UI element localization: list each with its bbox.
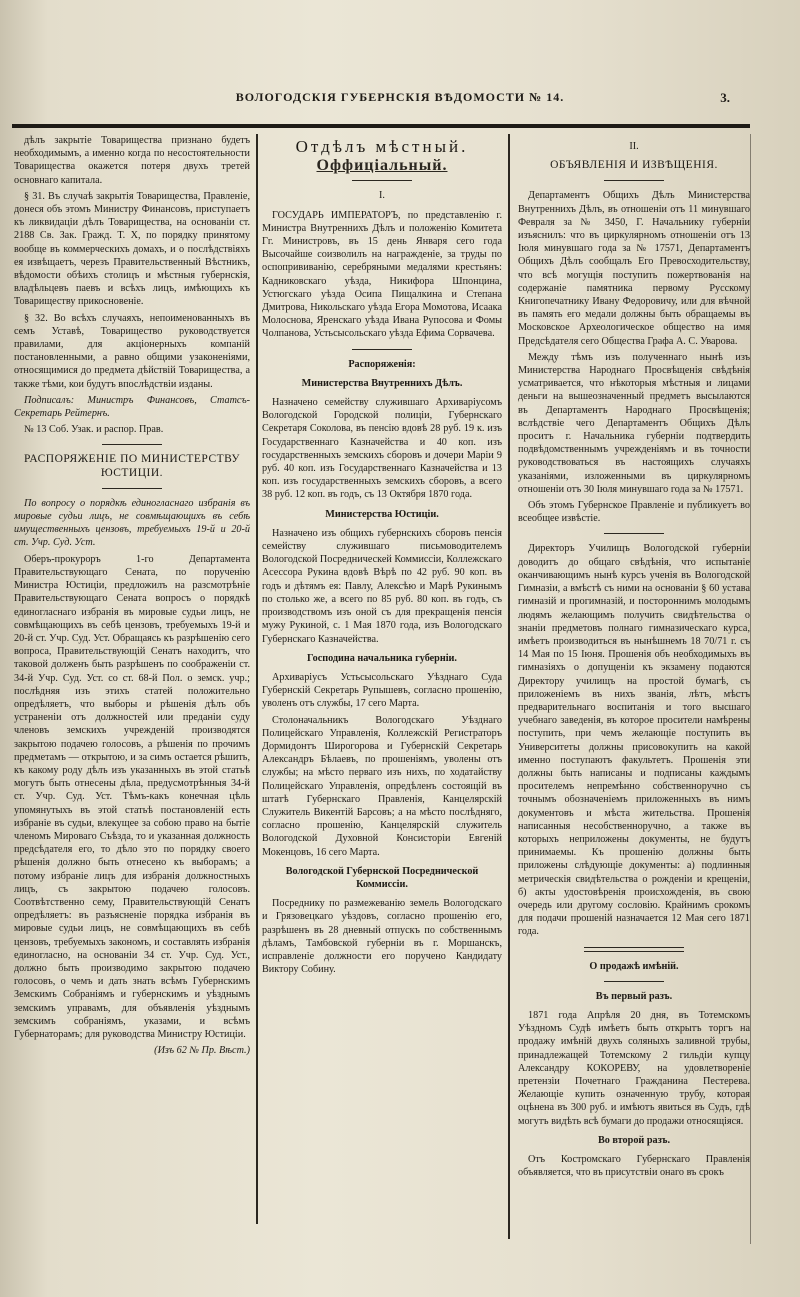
column-edge (750, 134, 751, 1244)
col2-paragraph: Столоначальникъ Вологодскаго Уѣзднаго Полицейскаго Управленія, Коллежскій Регистраторъ Дормидонтъ Широгорова и Губернскій Секретарь Александръ Бѣлаевъ, по прошеніямъ, уволены отъ службы; на мѣсто перваго изъ нихъ, по ходатайству Полицейскаго Управленія, опредѣленъ состоящій въ штатѣ Губернскаго Правленія, Канцелярскій Служитель Викентій Барсовъ; а на мѣсто послѣдняго, согласно прошенію, Канцелярскій служитель Вологодской Духовной Консисторіи Евгеній Мокенцовъ, 16 сего Марта. (262, 714, 502, 858)
column-2 (262, 134, 502, 1284)
col1-paragraph: § 32. Во всѣхъ случаяхъ, непоименованныхъ въ семъ Уставѣ, Товарищество руководствуется правилами, для акціонерныхъ компаній постановленными, а равно общими узаконеніями, относящимися до предмета дѣйствій Товарищества, а также тѣми, кои будутъ впослѣдствіи изданы. (14, 312, 250, 390)
col1-paragraph: дѣлъ закрытіе Товарищества признано будетъ необходимымъ, а именно когда по несостоятельности Товарищества окажется потеря двухъ третей основнаго капитала. (14, 135, 250, 186)
col3-subheading: О продажѣ имѣній. (589, 960, 679, 972)
section-number: I. (379, 190, 385, 202)
col2-paragraph: Посреднику по размежеванію земель Вологодскаго и Грязовецкаго уѣздовъ, согласно прошенію его, разрѣшенъ въ 28 дневный отпускъ по собственнымъ дѣламъ, Тамбовской губерніи въ г. Моршанскъ, исправленіе должности его поручено Кандидату Виктору Собину. (262, 898, 502, 976)
col1-paragraph: § 31. Въ случаѣ закрытія Товарищества, Правленіе, донеся объ этомъ Министру Финансовъ, приступаетъ къ ликвидаціи дѣлъ Товарищества, на основаніи ст. 2188 Св. Зак. Гражд. Т. X, по порядку принятому вообще въ коммерческихъ домахъ, и о послѣдствіяхъ ея извѣщаетъ, черезъ Правительственный Вѣстникъ, вѣдомости обѣихъ столицъ и мѣстныя губернскія, владѣльцевъ паевъ и всѣхъ лицъ, имѣющихъ къ Товариществу прикосновеніе. (14, 190, 250, 308)
col3-paragraph: Департаментъ Общихъ Дѣлъ Министерства Внутреннихъ Дѣлъ, въ отношеніи отъ 11 минувшаго Февраля за № 3450, Г. Начальнику губерніи изъяснилъ: что въ циркулярномъ отношеніи отъ 13 Іюля минувшаго года за № 17571, Департаментъ Общихъ Дѣлъ сообщалъ Его Превосходительству, что всѣ могущія поступить пожертвованія на содержаніе памятника первому Русскому Книгопечатнику Ивану Федоровичу, или для вѣчной въ память его медали должны быть обращаемы въ Московское Археологическое общество на имя Предсѣдателя сего Общества Графа А. С. Уварова. (518, 190, 750, 347)
section-rule (352, 180, 412, 181)
section-rule (604, 533, 664, 534)
column-divider-1 (256, 134, 258, 1224)
section-subtitle: Оффиціальный. (316, 157, 448, 175)
col2-paragraph: ГОСУДАРЬ ИМПЕРАТОРЪ, по представленію г. Министра Внутреннихъ Дѣлъ и положенію Комитета Гг. Министровъ, въ 15 день Января сего года Высочайше соизволилъ на награжденіе, за труды по оспопрививанію, серебряными медалями крестьянъ: Кадниковскаго уѣзда, Никифора Шпонцина, Устюгскаго уѣзда Осипа Пищалкина и Степана Дмитрова, Никольскаго уѣзда Егора Момотова, Исаака Молоснова, Яренскаго уѣзда Ивана Рупосова и Фомы Чолпанова, Устьсысольскаго уѣзда Ефима Сорвачева. (262, 209, 502, 340)
column-1 (14, 134, 250, 1194)
col3-subheading: Въ первый разъ. (595, 990, 673, 1002)
col3-subheading: Во второй разъ. (598, 1134, 670, 1146)
section-rule (102, 444, 162, 445)
header-rule (12, 124, 750, 128)
col3-paragraph: Отъ Костромскаго Губернскаго Правленія объявляется, что въ присутствіи онаго въ срокъ (518, 1154, 750, 1179)
page-number: 3. (720, 90, 730, 105)
col3-heading: ОБЪЯВЛЕНІЯ И ИЗВѢЩЕНІЯ. (550, 159, 718, 172)
col1-source-note: (Изъ 62 № Пр. Вѣст.) (154, 1045, 250, 1057)
col1-subject: По вопросу о порядкѣ единогласнаго избранія въ мировые судьи лицъ, не совмѣщающихъ въ себѣ имущественныхъ цензовъ, требуемыхъ 19-й и 20-й ст. Учр. Суд. Уст. (14, 497, 250, 549)
section-rule (604, 981, 664, 982)
section-rule (102, 488, 162, 489)
col1-heading: РАСПОРЯЖЕНІЕ ПО МИНИСТЕРСТВУ ЮСТИЦІИ. (23, 453, 241, 479)
section-rule (352, 349, 412, 350)
masthead (0, 88, 800, 118)
col1-signature: Подписалъ: Министръ Финансовъ, Статсъ-Секретарь Рейтернъ. (14, 394, 250, 420)
col2-paragraph: Назначено изъ общихъ губернскихъ сборовъ пенсія семейству служившаго письмоводителемъ Вологодской Посредническей Коммиссіи, Коллежскаго Асессора Рукина вдовѣ Вѣрѣ по 42 руб. 90 коп. въ годъ и дѣтямъ ея: Павлу, Алексѣю и Марѣ Рукинымъ по столько же, а всего по 85 руб. 80 коп. въ годъ, съ производствомъ изъ оной съ для прекращенія пенсія мужу Рукиной, с. 1 Мая 1870 года, изъ Вологодскаго Губернскаго Казначейства. (262, 527, 502, 645)
col2-subheading: Министерства Юстиціи. (325, 508, 439, 520)
section-number: II. (629, 141, 639, 152)
section-title: Отдѣлъ мѣстный. (295, 137, 469, 156)
col2-subheading: Господина начальника губерніи. (307, 652, 457, 664)
col3-paragraph: 1871 года Апрѣля 20 дня, въ Тотемскомъ Уѣздномъ Судѣ имѣетъ быть открытъ торгъ на продажу имѣній двухъ соляныхъ заливной трубы, принадлежащей Тотемскому 2 гильдіи купцу Александру КОКОРЕВУ, на удовлетвореніе претензіи Почетнаго Гражданина Пестерева. Желающіе купить означенную трубу, которая оцѣнена въ 300 руб. и имѣютъ явиться въ Судъ, гдѣ могутъ видѣть всѣ бумаги до продажи относящіяся. (518, 1009, 750, 1127)
col2-subheading: Министерства Внутреннихъ Дѣлъ. (301, 377, 463, 389)
col1-source: № 13 Соб. Узак. и распор. Прав. (24, 424, 164, 436)
section-rule (604, 180, 664, 181)
masthead-title: ВОЛОГОДСКІЯ ГУБЕРНСКІЯ ВѢДОМОСТИ № 14. (235, 90, 565, 104)
column-3 (518, 134, 750, 1244)
col2-paragraph: Архиваріусъ Устьсысольскаго Уѣзднаго Суда Губернскій Секретарь Рупышевъ, согласно прошенію, уволенъ отъ службы, 17 сего Марта. (262, 671, 502, 710)
column-divider-2 (508, 134, 510, 1239)
col3-paragraph: Между тѣмъ изъ полученнаго нынѣ изъ Министерства Народнаго Просвѣщенія свѣдѣнія усматривается, что нѣкоторыя мѣстныя и лицами деньги на вышеозначенный предметъ высылаются въ Департаментъ Народнаго Просвѣщенія; вслѣдствіе чего Департаментъ Общихъ Дѣлъ проситъ г. Начальника губерніи подтвердить подвѣдомственнымъ учрежденіямъ и въ точности руководствоваться въ настоящихъ случаяхъ указаніями, изложенными въ циркулярномъ отношеніи отъ 30 Іюля минувшаго года за № 17571. (518, 351, 750, 495)
col3-paragraph: Директоръ Училищъ Вологодской губерніи доводитъ до общаго свѣдѣнія, что испытаніе оканчивающимъ нынѣ курсъ ученія въ Вологодской Гимназіи, а вмѣстѣ съ ними на основаніи § 60 устава гимназій и прогимназій, и постороннимъ молодымъ людямъ желающимъ получить свидѣтельства о знаніи предметовъ полнаго гимназическаго курса, имѣетъ производиться въ нынѣшнемъ 18 70/71 г. съ 14 Мая по 15 Іюня. Прошенія объ необходимыхъ въ гимназіяхъ о допущеніи къ экзамену подаются Директору училищъ на простой бумагѣ, съ приложеніемъ въ нихъ званія, лѣтъ, мѣстъ предварительнаго воспитанія и того высшаго учебнаго заведенія, въ которое просители намѣрены поступить, при чемъ желающіе поступить въ Университеты должны присовокупить на какой именно поступаютъ факультетъ. Прошенія эти должны быть написаны и подписаны каждымъ просителемъ непремѣнно собственноручно съ точнымъ обозначеніемъ приложенныхъ въ нимъ документовъ и мѣста жительства. Прошенія написанныя несобственноручно, а также въ которыхъ неприложены документы, не будутъ принимаемы. Къ прошенію должны быть приложены слѣдующіе документы: а) подлинныя метрическія свидѣтельства о рожденіи и крещеніи, б) акты удостовѣренія происхожденія, въ свою очередь или другому сословію. Крайнимъ срокомъ для подачи прошеній назначается 12 Мая сего 1871 года. (518, 543, 750, 938)
col1-paragraph: Оберъ-прокуроръ 1-го Департамента Правительствующаго Сената, по порученію Министра Юстиціи, предложилъ на разсмотрѣніе Правительствующаго Сената вопросъ о порядкѣ единогласнаго избранія въ мировые судьи лицъ, не совмѣщающихъ въ себѣ цензовъ, требуемыхъ 19-й и 20-й ст. Учр. Суд. Уст. Обращаясь къ разрѣшенію сего вопроса, Правительствующій Сенатъ находитъ, что таковой долженъ быть разрѣшенъ по соображеніи ст. 34-й Учр. Суд. Уст. со ст. 68-й Пол. о земск. учр.; послѣдняя изъ этихъ статей положительно опредѣляетъ, что выборы и рѣшенія дѣлъ объ устраненіи отъ должностей или преданіи суду членовъ земскихъ учрежденій производятся закрытою подачею голосовъ, а рѣшенія по прочимъ предметамъ — открытою, и за симъ остается рѣшить, къ какому роду дѣлъ изъ указанныхъ въ этой статьѣ могутъ быть отнесены дѣла, предусмотрѣнныя 34-й ст. Учр. Суд. Уст. Тѣмъ-какъ конечная цѣль упомянутыхъ въ этой статьѣ постановленій есть избраніе въ судьи, влекущее за собою право на бытіе членомъ Мироваго Съѣзда, то и указанная должность предсѣдателя его, то дѣло это по порядку своего рѣшенія должно быть отнесено къ выборамъ; а потому избраніе лицъ для избранія должностныхъ лицъ, съ закрытою подачею голосовъ. Соотвѣтственно сему, Правительствующій Сенатъ опредѣляетъ: въ разъясненіе порядка избранія въ мировые судьи лицъ, не совмѣщающихъ въ себѣ цензовъ, требуемыхъ закономъ, и составлять избранія единогласно, на основаніи 34 ст. Учр. Суд. Уст., должно быть производимо закрытою подачею голосовъ, о чемъ и дать знать всѣмъ Губернскимъ Земскимъ Собраніямъ и губернскимъ и уѣзднымъ земскимъ управамъ, для объявленія уѣзднымъ земскимъ собраніямъ, указами, и всѣмъ Губернаторамъ; для руководства Министру Юстиціи. (14, 553, 250, 1040)
col2-subheading: Вологодской Губернской Посреднической Коммиссіи. (285, 865, 479, 890)
col2-paragraph: Назначено семейству служившаго Архиваріусомъ Вологодской Городской полиціи, Губернскаго Секретаря Соколова, въ пенсію вдовѣ 28 руб. 19 к. изъ Государственнаго Казначейства и 40 коп. изъ государственныхъ земскихъ сборовъ и дочери Маріи 9 руб. 40 коп. изъ Государственнаго Казначейства и 13 коп. изъ государственныхъ земскихъ сборовъ, а всего 38 руб. 12 коп. въ годъ, съ 13 Октября 1870 года. (262, 397, 502, 501)
section-rule (584, 947, 684, 952)
col3-paragraph: Объ этомъ Губернское Правленіе и публикуетъ во всеобщее извѣстіе. (518, 500, 750, 525)
col2-heading: Распоряженія: (348, 358, 416, 370)
